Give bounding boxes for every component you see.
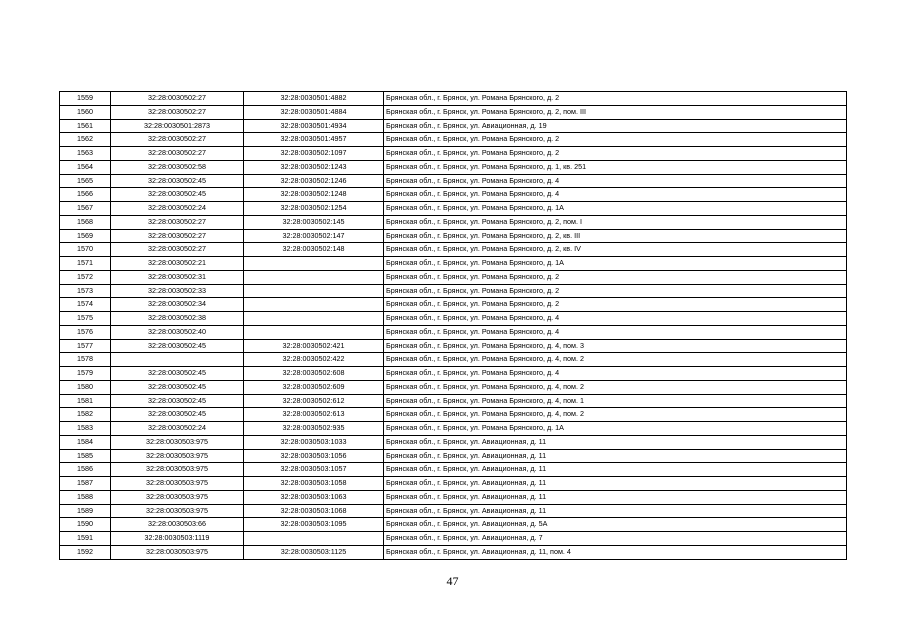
row-number-cell: 1580 (60, 380, 111, 394)
address-cell: Брянская обл., г. Брянск, ул. Романа Брянского, д. 2, кв. III (384, 229, 847, 243)
table-row (60, 229, 847, 243)
address-cell: Брянская обл., г. Брянск, ул. Романа Брянского, д. 2, кв. IV (384, 243, 847, 257)
address-cell: Брянская обл., г. Брянск, ул. Авиационная, д. 11 (384, 435, 847, 449)
object-cadastral-number-cell: 32:28:0030503:1056 (244, 449, 384, 463)
address-cell: Брянская обл., г. Брянск, ул. Авиационная, д. 19 (384, 119, 847, 133)
object-cadastral-number-cell: 32:28:0030501:4957 (244, 133, 384, 147)
table-row (60, 325, 847, 339)
object-cadastral-number-cell: 32:28:0030502:609 (244, 380, 384, 394)
object-cadastral-number-cell: 32:28:0030502:421 (244, 339, 384, 353)
row-number-cell: 1564 (60, 160, 111, 174)
land-cadastral-number-cell: 32:28:0030503:975 (111, 490, 244, 504)
land-cadastral-number-cell: 32:28:0030503:975 (111, 449, 244, 463)
land-cadastral-number-cell: 32:28:0030502:45 (111, 339, 244, 353)
address-cell: Брянская обл., г. Брянск, ул. Романа Брянского, д. 1А (384, 257, 847, 271)
object-cadastral-number-cell: 32:28:0030502:1243 (244, 160, 384, 174)
table-row (60, 133, 847, 147)
address-cell: Брянская обл., г. Брянск, ул. Романа Брянского, д. 2 (384, 298, 847, 312)
object-cadastral-number-cell: 32:28:0030501:4882 (244, 92, 384, 106)
address-cell: Брянская обл., г. Брянск, ул. Романа Брянского, д. 1А (384, 202, 847, 216)
table-row (60, 545, 847, 559)
address-cell: Брянская обл., г. Брянск, ул. Авиационная, д. 11 (384, 504, 847, 518)
object-cadastral-number-cell: 32:28:0030502:612 (244, 394, 384, 408)
land-cadastral-number-cell: 32:28:0030502:34 (111, 298, 244, 312)
address-cell: Брянская обл., г. Брянск, ул. Романа Брянского, д. 2, пом. I (384, 215, 847, 229)
table-row (60, 477, 847, 491)
land-cadastral-number-cell: 32:28:0030502:33 (111, 284, 244, 298)
table-row (60, 449, 847, 463)
address-cell: Брянская обл., г. Брянск, ул. Романа Брянского, д. 4 (384, 174, 847, 188)
land-cadastral-number-cell: 32:28:0030503:975 (111, 504, 244, 518)
row-number-cell: 1585 (60, 449, 111, 463)
address-cell: Брянская обл., г. Брянск, ул. Романа Брянского, д. 1А (384, 422, 847, 436)
address-cell: Брянская обл., г. Брянск, ул. Романа Брянского, д. 4 (384, 325, 847, 339)
table-row (60, 394, 847, 408)
table-row (60, 339, 847, 353)
row-number-cell: 1581 (60, 394, 111, 408)
object-cadastral-number-cell (244, 532, 384, 546)
object-cadastral-number-cell: 32:28:0030501:4934 (244, 119, 384, 133)
table-row (60, 92, 847, 106)
object-cadastral-number-cell: 32:28:0030502:422 (244, 353, 384, 367)
table-row (60, 312, 847, 326)
land-cadastral-number-cell: 32:28:0030503:975 (111, 463, 244, 477)
land-cadastral-number-cell: 32:28:0030502:27 (111, 215, 244, 229)
row-number-cell: 1560 (60, 105, 111, 119)
land-cadastral-number-cell: 32:28:0030503:1119 (111, 532, 244, 546)
object-cadastral-number-cell: 32:28:0030503:1063 (244, 490, 384, 504)
land-cadastral-number-cell: 32:28:0030502:45 (111, 408, 244, 422)
land-cadastral-number-cell: 32:28:0030502:45 (111, 380, 244, 394)
row-number-cell: 1570 (60, 243, 111, 257)
row-number-cell: 1572 (60, 270, 111, 284)
table-row (60, 188, 847, 202)
row-number-cell: 1582 (60, 408, 111, 422)
row-number-cell: 1589 (60, 504, 111, 518)
object-cadastral-number-cell: 32:28:0030502:148 (244, 243, 384, 257)
row-number-cell: 1583 (60, 422, 111, 436)
row-number-cell: 1592 (60, 545, 111, 559)
land-cadastral-number-cell: 32:28:0030503:975 (111, 477, 244, 491)
row-number-cell: 1568 (60, 215, 111, 229)
address-cell: Брянская обл., г. Брянск, ул. Романа Брянского, д. 2 (384, 147, 847, 161)
address-cell: Брянская обл., г. Брянск, ул. Авиационная, д. 5А (384, 518, 847, 532)
land-cadastral-number-cell: 32:28:0030502:27 (111, 105, 244, 119)
address-cell: Брянская обл., г. Брянск, ул. Авиационная, д. 11 (384, 463, 847, 477)
land-cadastral-number-cell: 32:28:0030502:45 (111, 367, 244, 381)
object-cadastral-number-cell (244, 325, 384, 339)
row-number-cell: 1567 (60, 202, 111, 216)
row-number-cell: 1577 (60, 339, 111, 353)
object-cadastral-number-cell: 32:28:0030503:1058 (244, 477, 384, 491)
table-row (60, 284, 847, 298)
table-row (60, 270, 847, 284)
address-cell: Брянская обл., г. Брянск, ул. Романа Брянского, д. 4, пом. 1 (384, 394, 847, 408)
address-cell: Брянская обл., г. Брянск, ул. Романа Брянского, д. 2 (384, 92, 847, 106)
land-cadastral-number-cell: 32:28:0030502:27 (111, 229, 244, 243)
table-row (60, 463, 847, 477)
table-row (60, 160, 847, 174)
address-cell: Брянская обл., г. Брянск, ул. Авиационная, д. 11 (384, 477, 847, 491)
row-number-cell: 1575 (60, 312, 111, 326)
land-cadastral-number-cell: 32:28:0030502:27 (111, 92, 244, 106)
table-row (60, 105, 847, 119)
land-cadastral-number-cell: 32:28:0030503:66 (111, 518, 244, 532)
object-cadastral-number-cell: 32:28:0030502:608 (244, 367, 384, 381)
address-cell: Брянская обл., г. Брянск, ул. Авиационная, д. 11, пом. 4 (384, 545, 847, 559)
land-cadastral-number-cell: 32:28:0030503:975 (111, 545, 244, 559)
land-cadastral-number-cell: 32:28:0030502:40 (111, 325, 244, 339)
address-cell: Брянская обл., г. Брянск, ул. Романа Брянского, д. 1, кв. 251 (384, 160, 847, 174)
row-number-cell: 1563 (60, 147, 111, 161)
object-cadastral-number-cell (244, 270, 384, 284)
table-row (60, 490, 847, 504)
row-number-cell: 1573 (60, 284, 111, 298)
object-cadastral-number-cell (244, 257, 384, 271)
table-row (60, 202, 847, 216)
land-cadastral-number-cell: 32:28:0030502:31 (111, 270, 244, 284)
object-cadastral-number-cell: 32:28:0030502:1246 (244, 174, 384, 188)
land-cadastral-number-cell: 32:28:0030502:27 (111, 147, 244, 161)
table-row (60, 215, 847, 229)
object-cadastral-number-cell (244, 284, 384, 298)
table-row (60, 174, 847, 188)
table-row (60, 257, 847, 271)
land-cadastral-number-cell (111, 353, 244, 367)
table-row (60, 435, 847, 449)
row-number-cell: 1587 (60, 477, 111, 491)
registry-table-body (60, 92, 847, 560)
row-number-cell: 1559 (60, 92, 111, 106)
object-cadastral-number-cell: 32:28:0030502:1254 (244, 202, 384, 216)
address-cell: Брянская обл., г. Брянск, ул. Авиационная, д. 11 (384, 449, 847, 463)
land-cadastral-number-cell: 32:28:0030502:21 (111, 257, 244, 271)
object-cadastral-number-cell: 32:28:0030503:1095 (244, 518, 384, 532)
land-cadastral-number-cell: 32:28:0030502:24 (111, 422, 244, 436)
address-cell: Брянская обл., г. Брянск, ул. Романа Брянского, д. 4 (384, 188, 847, 202)
address-cell: Брянская обл., г. Брянск, ул. Авиационная, д. 11 (384, 490, 847, 504)
row-number-cell: 1565 (60, 174, 111, 188)
row-number-cell: 1578 (60, 353, 111, 367)
land-cadastral-number-cell: 32:28:0030502:27 (111, 133, 244, 147)
address-cell: Брянская обл., г. Брянск, ул. Авиационная, д. 7 (384, 532, 847, 546)
row-number-cell: 1561 (60, 119, 111, 133)
object-cadastral-number-cell (244, 298, 384, 312)
row-number-cell: 1579 (60, 367, 111, 381)
object-cadastral-number-cell: 32:28:0030502:613 (244, 408, 384, 422)
address-cell: Брянская обл., г. Брянск, ул. Романа Брянского, д. 4 (384, 312, 847, 326)
address-cell: Брянская обл., г. Брянск, ул. Романа Брянского, д. 2 (384, 284, 847, 298)
object-cadastral-number-cell: 32:28:0030503:1033 (244, 435, 384, 449)
table-row (60, 532, 847, 546)
row-number-cell: 1588 (60, 490, 111, 504)
address-cell: Брянская обл., г. Брянск, ул. Романа Брянского, д. 4 (384, 367, 847, 381)
row-number-cell: 1584 (60, 435, 111, 449)
row-number-cell: 1576 (60, 325, 111, 339)
land-cadastral-number-cell: 32:28:0030502:45 (111, 174, 244, 188)
table-row (60, 422, 847, 436)
address-cell: Брянская обл., г. Брянск, ул. Романа Брянского, д. 2 (384, 133, 847, 147)
row-number-cell: 1571 (60, 257, 111, 271)
row-number-cell: 1566 (60, 188, 111, 202)
address-cell: Брянская обл., г. Брянск, ул. Романа Брянского, д. 4, пом. 2 (384, 408, 847, 422)
object-cadastral-number-cell: 32:28:0030503:1057 (244, 463, 384, 477)
row-number-cell: 1574 (60, 298, 111, 312)
object-cadastral-number-cell: 32:28:0030502:1097 (244, 147, 384, 161)
address-cell: Брянская обл., г. Брянск, ул. Романа Брянского, д. 4, пом. 2 (384, 380, 847, 394)
row-number-cell: 1586 (60, 463, 111, 477)
land-cadastral-number-cell: 32:28:0030502:58 (111, 160, 244, 174)
row-number-cell: 1569 (60, 229, 111, 243)
table-row (60, 504, 847, 518)
land-cadastral-number-cell: 32:28:0030503:975 (111, 435, 244, 449)
object-cadastral-number-cell: 32:28:0030501:4884 (244, 105, 384, 119)
land-cadastral-number-cell: 32:28:0030502:24 (111, 202, 244, 216)
object-cadastral-number-cell (244, 312, 384, 326)
address-cell: Брянская обл., г. Брянск, ул. Романа Брянского, д. 4, пом. 2 (384, 353, 847, 367)
object-cadastral-number-cell: 32:28:0030502:1248 (244, 188, 384, 202)
address-cell: Брянская обл., г. Брянск, ул. Романа Брянского, д. 2, пом. III (384, 105, 847, 119)
object-cadastral-number-cell: 32:28:0030503:1068 (244, 504, 384, 518)
object-cadastral-number-cell: 32:28:0030503:1125 (244, 545, 384, 559)
land-cadastral-number-cell: 32:28:0030502:38 (111, 312, 244, 326)
table-row (60, 518, 847, 532)
land-cadastral-number-cell: 32:28:0030501:2873 (111, 119, 244, 133)
object-cadastral-number-cell: 32:28:0030502:145 (244, 215, 384, 229)
address-cell: Брянская обл., г. Брянск, ул. Романа Брянского, д. 4, пом. 3 (384, 339, 847, 353)
land-cadastral-number-cell: 32:28:0030502:45 (111, 188, 244, 202)
table-row (60, 353, 847, 367)
address-cell: Брянская обл., г. Брянск, ул. Романа Брянского, д. 2 (384, 270, 847, 284)
table-row (60, 147, 847, 161)
table-row (60, 367, 847, 381)
land-cadastral-number-cell: 32:28:0030502:27 (111, 243, 244, 257)
table-row (60, 380, 847, 394)
row-number-cell: 1562 (60, 133, 111, 147)
table-row (60, 119, 847, 133)
row-number-cell: 1591 (60, 532, 111, 546)
registry-table (59, 91, 847, 560)
land-cadastral-number-cell: 32:28:0030502:45 (111, 394, 244, 408)
page-number: 47 (446, 574, 459, 588)
table-row (60, 298, 847, 312)
row-number-cell: 1590 (60, 518, 111, 532)
object-cadastral-number-cell: 32:28:0030502:935 (244, 422, 384, 436)
table-row (60, 243, 847, 257)
object-cadastral-number-cell: 32:28:0030502:147 (244, 229, 384, 243)
table-row (60, 408, 847, 422)
